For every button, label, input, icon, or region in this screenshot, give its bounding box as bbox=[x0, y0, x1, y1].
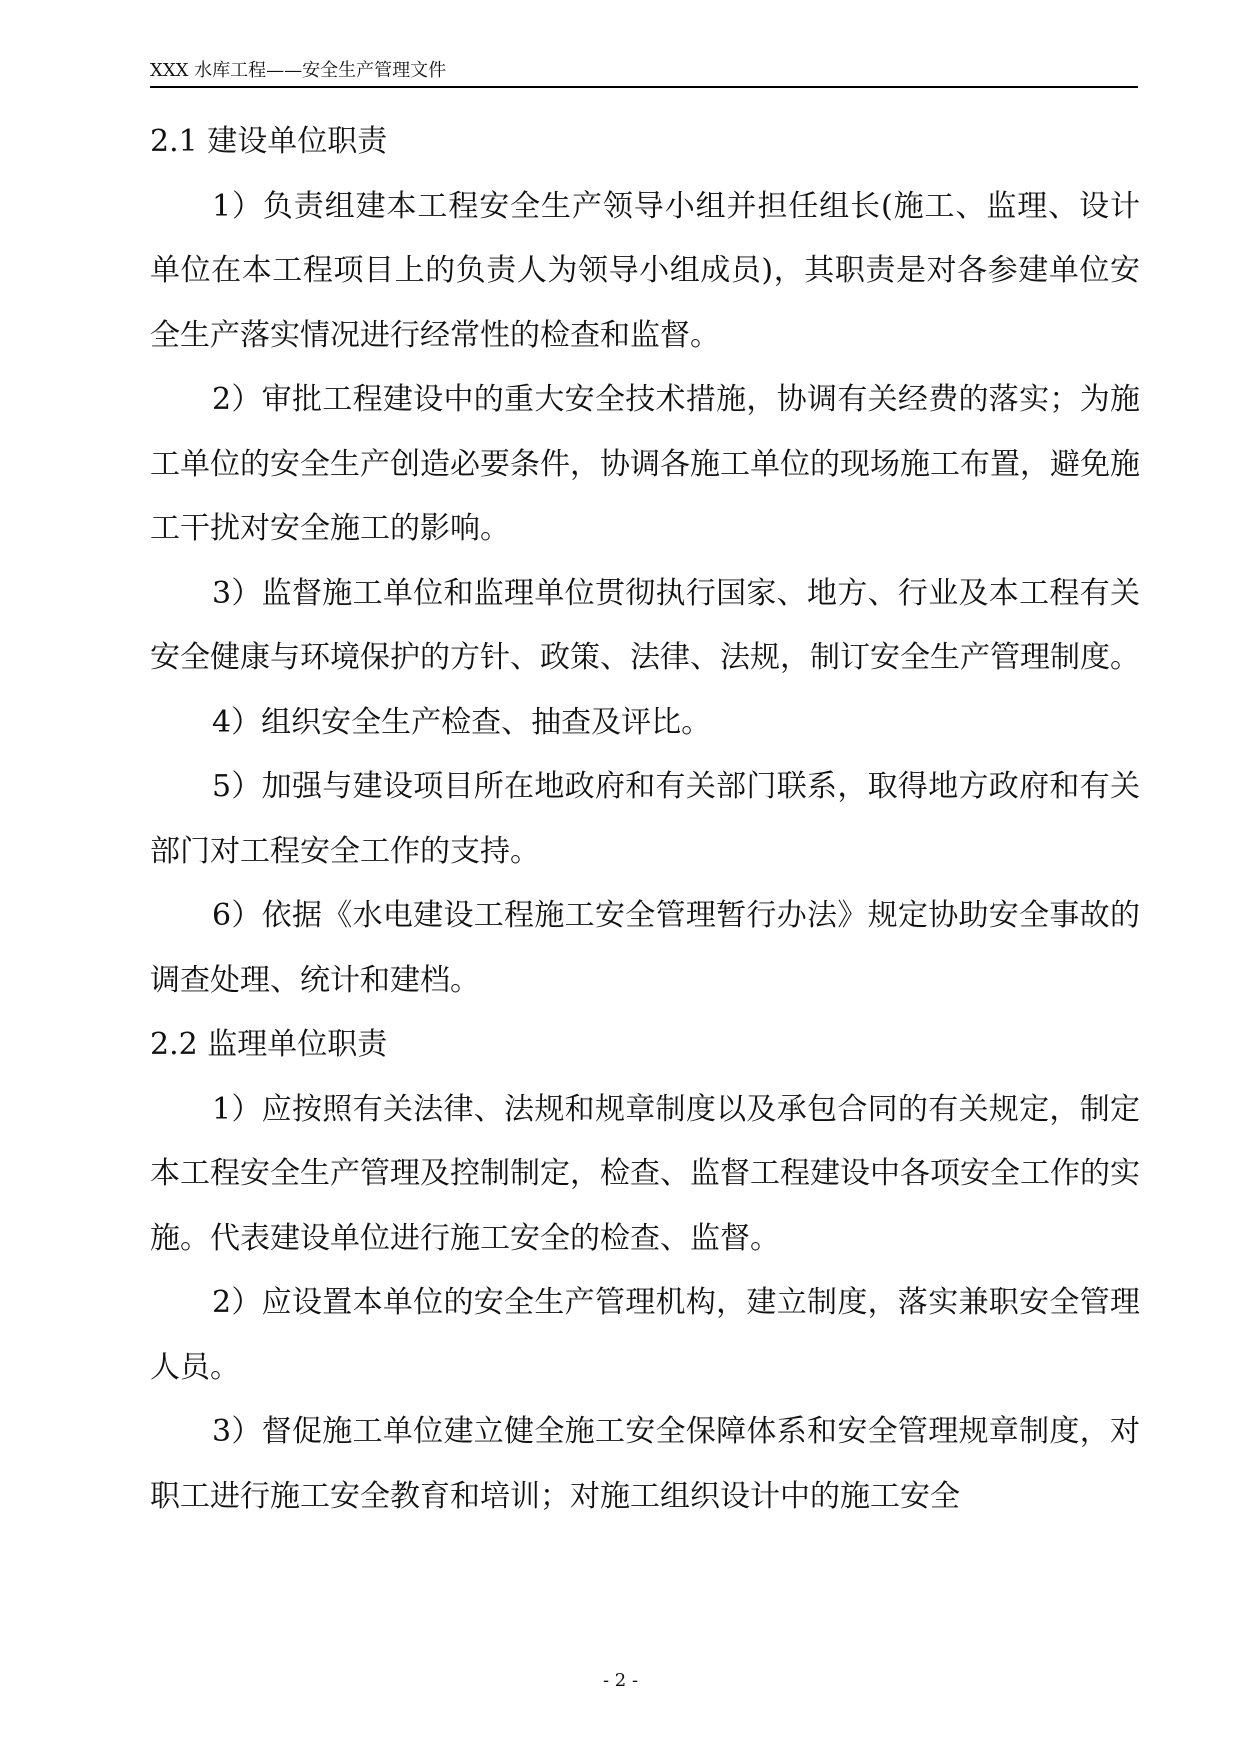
paragraph: 2）审批工程建设中的重大安全技术措施，协调有关经费的落实；为施工单位的安全生产创造必要条件，协调各施工单位的现场施工布置，避免施工干扰对安全施工的影响。 bbox=[150, 382, 1140, 546]
paragraph: 4）组织安全生产检查、抽查及评比。 bbox=[212, 704, 712, 740]
header-title: XXX 水库工程——安全生产管理文件 bbox=[150, 60, 447, 81]
paragraph: 1）负责组建本工程安全生产领导小组并担任组长(施工、监理、设计单位在本工程项目上的负责人为领导小组成员)，其职责是对各参建单位安全生产落实情况进行经常性的检查和监督。 bbox=[150, 188, 1140, 353]
document-body bbox=[150, 110, 1140, 1529]
paragraph: 5）加强与建设项目所在地政府和有关部门联系，取得地方政府和有关部门对工程安全工作的支持。 bbox=[150, 769, 1140, 869]
paragraph: 3）督促施工单位建立健全施工安全保障体系和安全管理规章制度，对职工进行施工安全教育和培训；对施工组织设计中的施工安全 bbox=[150, 1414, 1140, 1514]
paragraph: 3）监督施工单位和监理单位贯彻执行国家、地方、行业及本工程有关安全健康与环境保护的方针、政策、法律、法规，制订安全生产管理制度。 bbox=[150, 575, 1140, 675]
paragraph: 1）应按照有关法律、法规和规章制度以及承包合同的有关规定，制定本工程安全生产管理及控制制定，检查、监督工程建设中各项安全工作的实施。代表建设单位进行施工安全的检查、监督。 bbox=[150, 1091, 1140, 1256]
running-header bbox=[150, 58, 1138, 88]
section-heading-2-2: 2.2 监理单位职责 bbox=[150, 1027, 388, 1062]
page-number: - 2 - bbox=[602, 1670, 639, 1691]
paragraph: 6）依据《水电建设工程施工安全管理暂行办法》规定协助安全事故的调查处理、统计和建档。 bbox=[150, 898, 1140, 998]
paragraph: 2）应设置本单位的安全生产管理机构，建立制度，落实兼职安全管理人员。 bbox=[150, 1285, 1140, 1385]
section-heading-2-1: 2.1 建设单位职责 bbox=[150, 124, 388, 159]
